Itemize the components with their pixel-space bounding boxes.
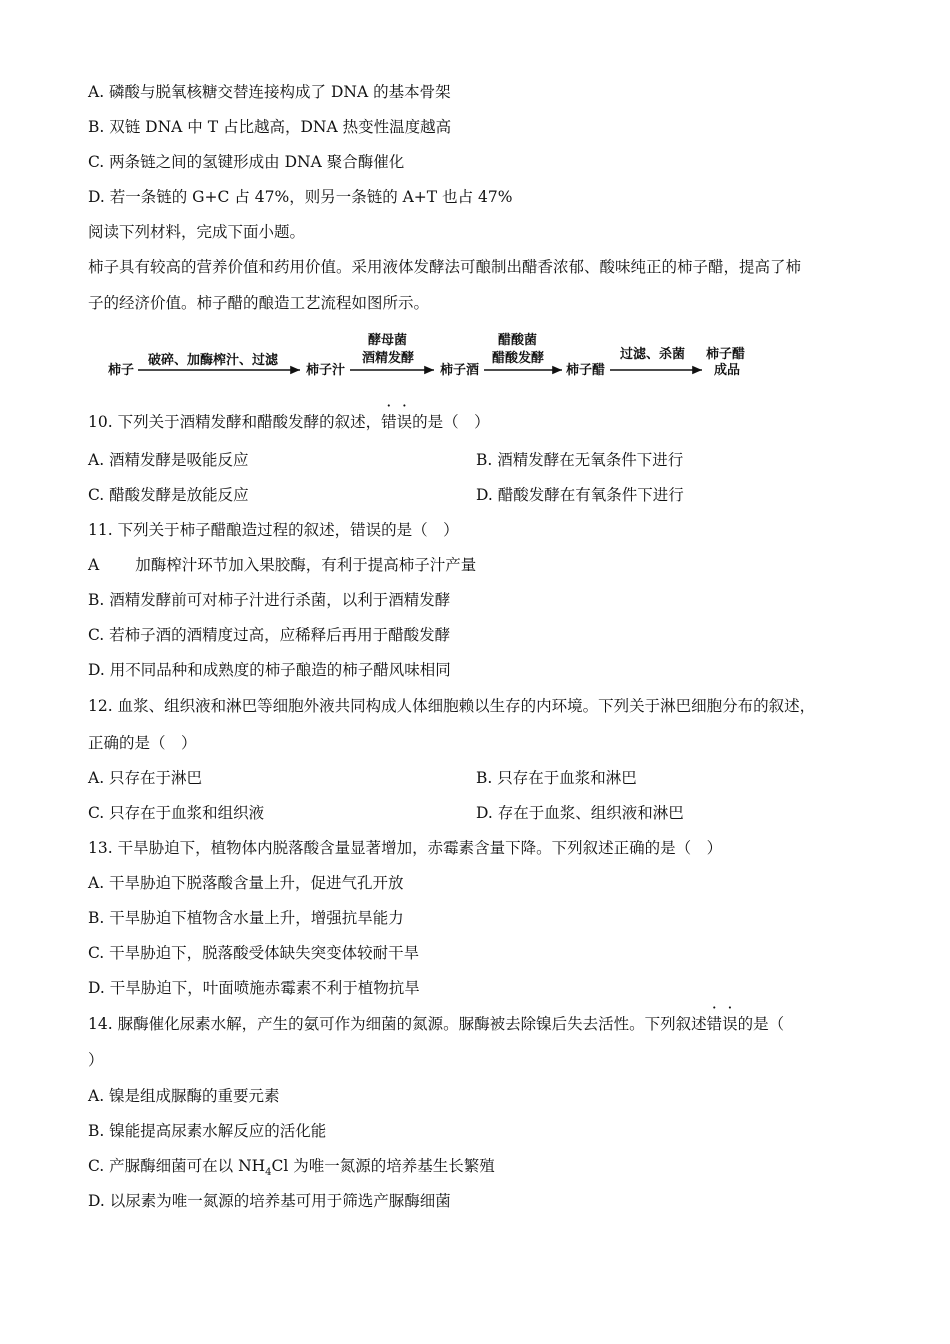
q13-option-a: A. 干旱胁迫下脱落酸含量上升，促进气孔开放 xyxy=(88,874,404,892)
q11-option-a-text: 加酶榨汁环节加入果胶酶，有利于提高柿子汁产量 xyxy=(135,556,477,574)
q9-option-a: A. 磷酸与脱氧核糖交替连接构成了 DNA 的基本骨架 xyxy=(88,83,451,101)
q14-option-a: A. 镍是组成脲酶的重要元素 xyxy=(88,1087,280,1105)
q13-stem: 13. 干旱胁迫下，植物体内脱落酸含量显著增加，赤霉素含量下降。下列叙述正确的是（ ） xyxy=(88,839,723,857)
emphasis-char: 误 xyxy=(396,413,413,431)
flow-step-acetic-fermentation: 醋酸发酵 xyxy=(492,351,545,366)
q9-option-c: C. 两条链之间的氢键形成由 DNA 聚合酶催化 xyxy=(88,153,405,171)
emphasis-char: 误 xyxy=(722,1015,738,1033)
q10-option-c: C. 醋酸发酵是放能反应 xyxy=(88,486,249,504)
q12-option-b: B. 只存在于血浆和淋巴 xyxy=(476,769,637,787)
flow-node-persimmon-vinegar: 柿子醋 xyxy=(566,363,606,378)
q14-stem-line2: ） xyxy=(88,1051,104,1069)
q11-stem: 11. 下列关于柿子醋酿造过程的叙述，错误的是（ ） xyxy=(88,521,459,539)
q14-stem-text: 14. 脲酶催化尿素水解，产生的氨可作为细菌的氮源。脲酶被去除镍后失去活性。下列叙述 xyxy=(88,1015,707,1033)
flow-node-final-vinegar: 柿子醋 xyxy=(706,347,746,362)
q13-option-c: C. 干旱胁迫下，脱落酸受体缺失突变体较耐干旱 xyxy=(88,944,420,962)
q12-option-d: D. 存在于血浆、组织液和淋巴 xyxy=(476,804,684,822)
q10-stem-text: 10. 下列关于酒精发酵和醋酸发酵的叙述， xyxy=(88,413,382,431)
flow-node-final-product: 成品 xyxy=(714,363,741,378)
q12-stem-line2: 正确的是（ ） xyxy=(88,734,197,752)
q14-stem-line1 xyxy=(88,1014,784,1034)
material-paragraph-line1: 柿子具有较高的营养价值和药用价值。采用液体发酵法可酿制出醋香浓郁、酸味纯正的柿子醋，提高了柿 xyxy=(88,258,802,276)
flow-step-filter-sterilize: 过滤、杀菌 xyxy=(620,347,686,362)
q11-option-a xyxy=(88,555,476,575)
q14-stem-end: 的是（ xyxy=(737,1015,785,1033)
q12-option-c: C. 只存在于血浆和组织液 xyxy=(88,804,265,822)
q12-option-a: A. 只存在于淋巴 xyxy=(88,769,203,787)
q14-option-c xyxy=(88,1156,495,1183)
flow-step-alcohol-fermentation: 酒精发酵 xyxy=(362,351,415,366)
q14-option-d: D. 以尿素为唯一氮源的培养基可用于筛选产脲酶细菌 xyxy=(88,1192,451,1210)
q12-stem-line1: 12. 血浆、组织液和淋巴等细胞外液共同构成人体细胞赖以生存的内环境。下列关于淋巴细胞分布的叙述， xyxy=(88,697,816,715)
q14-option-c-text-end: Cl 为唯一氮源的培养基生长繁殖 xyxy=(271,1157,495,1175)
q13-option-d: D. 干旱胁迫下，叶面喷施赤霉素不利于植物抗旱 xyxy=(88,979,420,997)
q10-stem-end: 的是（ ） xyxy=(412,413,490,431)
emphasis-char: 错 xyxy=(706,1015,723,1033)
q11-option-b: B. 酒精发酵前可对柿子汁进行杀菌，以利于酒精发酵 xyxy=(88,591,451,609)
q11-option-d: D. 用不同品种和成熟度的柿子酿造的柿子醋风味相同 xyxy=(88,661,451,679)
q10-option-d: D. 醋酸发酵在有氧条件下进行 xyxy=(476,486,684,504)
flow-node-persimmon: 柿子 xyxy=(108,363,135,378)
q10-stem xyxy=(88,412,490,432)
flow-node-persimmon-wine: 柿子酒 xyxy=(440,363,480,378)
q10-option-b: B. 酒精发酵在无氧条件下进行 xyxy=(476,451,684,469)
flow-step-yeast: 酵母菌 xyxy=(368,333,408,348)
q9-option-d: D. 若一条链的 G+C 占 47%，则另一条链的 A+T 也占 47% xyxy=(88,188,513,206)
subscript: 4 xyxy=(265,1167,272,1179)
flow-step-acetobacter: 醋酸菌 xyxy=(498,333,538,348)
material-intro: 阅读下列材料，完成下面小题。 xyxy=(88,223,306,241)
q11-option-a-label: A xyxy=(88,556,100,574)
process-flow-diagram xyxy=(100,330,780,390)
q13-option-b: B. 干旱胁迫下植物含水量上升，增强抗旱能力 xyxy=(88,909,404,927)
q9-option-b: B. 双链 DNA 中 T 占比越高，DNA 热变性温度越高 xyxy=(88,118,452,136)
q14-option-c-text: C. 产脲酶细菌可在以 NH xyxy=(88,1157,266,1175)
material-paragraph-line2: 子的经济价值。柿子醋的酿造工艺流程如图所示。 xyxy=(88,294,430,312)
q10-option-a: A. 酒精发酵是吸能反应 xyxy=(88,451,249,469)
q11-option-c: C. 若柿子酒的酒精度过高，应稀释后再用于醋酸发酵 xyxy=(88,626,451,644)
q14-option-b: B. 镍能提高尿素水解反应的活化能 xyxy=(88,1122,327,1140)
flow-step-crush-juice-filter: 破碎、加酶榨汁、过滤 xyxy=(148,353,279,368)
flow-node-persimmon-juice: 柿子汁 xyxy=(306,363,346,378)
emphasis-char: 错 xyxy=(381,413,397,431)
